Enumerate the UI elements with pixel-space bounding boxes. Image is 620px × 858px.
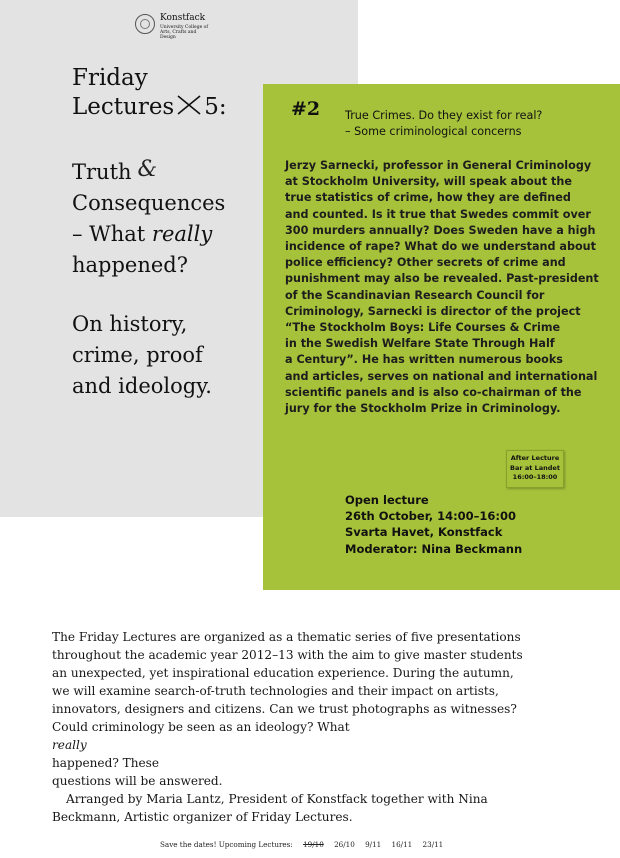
date-item: 9/11 [365,840,382,849]
description-line: in the Swedish Welfare State Through Half [285,337,555,351]
date-item: 26/10 [334,840,355,849]
theme-line3 [72,219,262,250]
organizer-line: Arranged by Maria Lantz, President of Konstfack together with Nina [66,792,488,806]
intro-line [52,718,612,772]
description-line: jury for the Stockholm Prize in Criminology. [285,402,561,416]
series-title-word: Lectures [72,94,175,120]
theme-line2: Consequences [72,191,226,215]
intro-line: The Friday Lectures are organized as a thematic series of five presentations [52,630,521,644]
theme-emphasis: really [151,222,213,246]
intro-line6-b: happened? These [52,756,160,770]
open-lecture-moderator: Moderator: Nina Beckmann [345,541,523,556]
intro-line: an unexpected, yet inspirational education experience. During the autumn, [52,666,514,680]
date-item: 19/10 [303,840,324,849]
series-introduction [52,628,612,826]
after-line3: 16:00–18:00 [512,473,558,481]
ampersand-glyph: & [137,157,158,182]
description-line: scientific panels and is also co-chairman of the [285,385,582,399]
open-lecture-label: Open lecture [345,493,429,507]
description-line: police efficiency? Other secrets of crime and [285,256,566,270]
logo-subtitle-2: Arts, Crafts and Design [160,30,197,40]
series-title-line2 [72,93,272,124]
description-line: of the Scandinavian Research Council for [285,288,545,302]
description-line: 300 murders annually? Does Sweden have a high [285,223,596,237]
theme-word-truth: Truth [72,160,132,184]
konstfack-logo [135,14,210,40]
series-title-number: 5: [204,94,227,120]
series-title-line1: Friday [72,65,148,91]
description-line: incidence of rape? What do we understand about [285,240,596,254]
description-line: and counted. Is it true that Swedes commit over [285,207,591,221]
konstfack-seal-icon [135,14,155,34]
lecture-theme [72,157,262,281]
cross-icon [176,94,202,124]
description-line: and articles, serves on national and international [285,369,598,383]
open-lecture-venue: Svarta Havet, Konstfack [345,525,503,540]
description-line: punishment may also be revealed. Past-president [285,272,599,286]
theme-line4: happened? [72,253,189,277]
lecture-title-line2: – Some criminological concerns [345,125,522,138]
lecture-description [285,158,615,417]
upcoming-dates [160,840,443,849]
description-line: a Century”. He has written numerous books [285,353,563,367]
tagline [72,309,262,402]
dates-label: Save the dates! Upcoming Lectures: [160,840,293,849]
intro-line6-a: Could criminology be seen as an ideology? What [52,720,350,734]
lecture-title-line1: True Crimes. Do they exist for real? [345,109,543,122]
logo-name: Konstfack [160,13,206,23]
intro-emphasis: really [52,738,87,752]
date-item: 23/11 [422,840,444,849]
date-item: 16/11 [391,840,413,849]
after-lecture-badge [506,450,564,488]
logo-subtitle-1: University College of [160,25,209,30]
organizer-line: Beckmann, Artistic organizer of Friday Lectures. [52,810,353,824]
lecture-title [345,108,605,140]
open-lecture-info [345,492,565,557]
series-title [72,64,272,124]
description-line: Criminology, Sarnecki is director of the project [285,304,581,318]
tagline-line3: and ideology. [72,374,212,398]
description-line: true statistics of crime, how they are defined [285,191,571,205]
intro-line: innovators, designers and citizens. Can we trust photographs as witnesses? [52,702,517,716]
intro-line: we will examine search-of-truth technologies and their impact on artists, [52,684,499,698]
open-lecture-date: 26th October, 14:00–16:00 [345,509,517,524]
description-line: “The Stockholm Boys: Life Courses & Crime [285,321,561,335]
tagline-line1: On history, [72,312,188,336]
lecture-number: #2 [291,98,321,120]
description-line: Jerzy Sarnecki, professor in General Criminology [285,159,592,172]
after-line1: After Lecture [510,454,560,462]
lecture-panel [263,84,620,590]
description-line: at Stockholm University, will speak about the [285,175,572,189]
after-line2: Bar at Landet [510,463,560,472]
intro-line: questions will be answered. [52,774,223,788]
theme-line3-text: – What [72,222,152,246]
tagline-line2: crime, proof [72,343,203,367]
theme-line1 [72,157,262,188]
intro-line: throughout the academic year 2012–13 with the aim to give master students [52,648,523,662]
